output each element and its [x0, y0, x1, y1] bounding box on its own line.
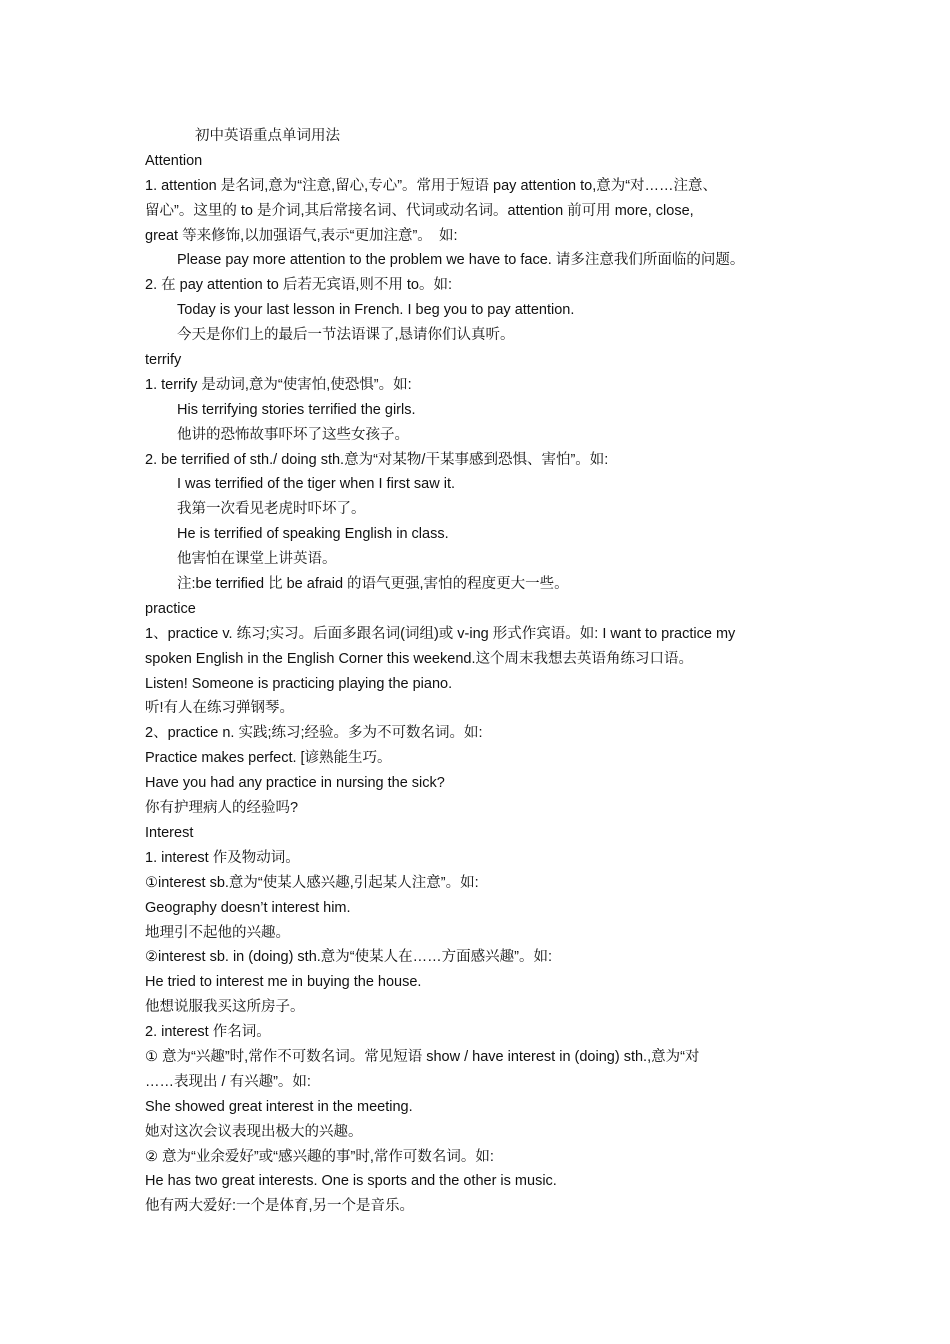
text-line: 1、practice v. 练习;实习。后面多跟名词(词组)或 v-ing 形式作宾语。如: I want to practice my	[145, 625, 736, 642]
text-line: Interest	[145, 824, 194, 841]
text-line: His terrifying stories terrified the girls.	[177, 401, 416, 418]
text-line: 今天是你们上的最后一节法语课了,恳请你们认真听。	[177, 327, 515, 344]
text-line: Listen! Someone is practicing playing the piano.	[145, 675, 453, 692]
text-line: Today is your last lesson in French. I beg you to pay attention.	[177, 302, 575, 319]
text-line: 我第一次看见老虎时吓坏了。	[177, 501, 366, 518]
text-line: ② 意为“业余爱好”或“感兴趣的事”时,常作可数名词。如:	[145, 1148, 494, 1165]
text-line: ①interest sb.意为“使某人感兴趣,引起某人注意”。如:	[145, 874, 479, 891]
text-line: Geography doesn’t interest him.	[145, 899, 351, 916]
text-line: He has two great interests. One is sports and the other is music.	[145, 1173, 557, 1190]
text-line: Please pay more attention to the problem we have to face. 请多注意我们所面临的问题。	[177, 252, 745, 269]
text-line: 他害怕在课堂上讲英语。	[177, 551, 337, 568]
text-line: 他有两大爱好:一个是体育,另一个是音乐。	[145, 1198, 415, 1215]
text-line: ① 意为“兴趣”时,常作不可数名词。常见短语 show / have interest in (doing) sth.,意为“对	[145, 1048, 700, 1065]
text-line: terrify	[145, 352, 182, 369]
text-line: 2. be terrified of sth./ doing sth.意为“对某物/干某事感到恐惧、害怕”。如:	[145, 451, 609, 468]
document-body	[145, 124, 815, 1219]
text-line: He is terrified of speaking English in class.	[177, 526, 449, 543]
text-line: 他讲的恐怖故事吓坏了这些女孩子。	[177, 426, 409, 443]
text-line: Practice makes perfect. [谚熟能生巧。	[145, 750, 392, 767]
text-line: spoken English in the English Corner this weekend.这个周末我想去英语角练习口语。	[145, 650, 693, 667]
text-line: 注:be terrified 比 be afraid 的语气更强,害怕的程度更大一些。	[177, 576, 569, 593]
text-line: 听!有人在练习弹钢琴。	[145, 700, 295, 717]
text-line: 留心”。这里的 to 是介词,其后常接名词、代词或动名词。attention 前可用 more, close,	[145, 202, 694, 219]
text-line: 2. interest 作名词。	[145, 1024, 271, 1041]
text-line: I was terrified of the tiger when I first saw it.	[177, 476, 456, 493]
text-line: ②interest sb. in (doing) sth.意为“使某人在……方面感兴趣”。如:	[145, 949, 552, 966]
text-line: 你有护理病人的经验吗?	[145, 800, 299, 817]
text-line: 1. attention 是名词,意为“注意,留心,专心”。常用于短语 pay attention to,意为“对……注意、	[145, 177, 718, 194]
text-line: 2. 在 pay attention to 后若无宾语,则不用 to。如:	[145, 277, 453, 294]
text-line: practice	[145, 600, 196, 617]
text-line: Have you had any practice in nursing the sick?	[145, 775, 445, 792]
text-line: She showed great interest in the meeting.	[145, 1098, 413, 1115]
text-line: 1. interest 作及物动词。	[145, 849, 300, 866]
text-line: Attention	[145, 152, 203, 169]
text-line: 她对这次会议表现出极大的兴趣。	[145, 1123, 363, 1140]
document-title: 初中英语重点单词用法	[195, 128, 340, 144]
text-line: 他想说服我买这所房子。	[145, 999, 305, 1016]
text-line: 1. terrify 是动词,意为“使害怕,使恐惧”。如:	[145, 376, 412, 393]
text-line: 地理引不起他的兴趣。	[145, 924, 290, 941]
text-line: He tried to interest me in buying the house.	[145, 974, 422, 991]
text-line: 2、practice n. 实践;练习;经验。多为不可数名词。如:	[145, 725, 483, 742]
document-lines	[145, 149, 815, 1219]
text-line: great 等来修饰,以加强语气,表示“更加注意”。 如:	[145, 227, 458, 244]
text-line: ……表现出 / 有兴趣”。如:	[145, 1073, 311, 1090]
